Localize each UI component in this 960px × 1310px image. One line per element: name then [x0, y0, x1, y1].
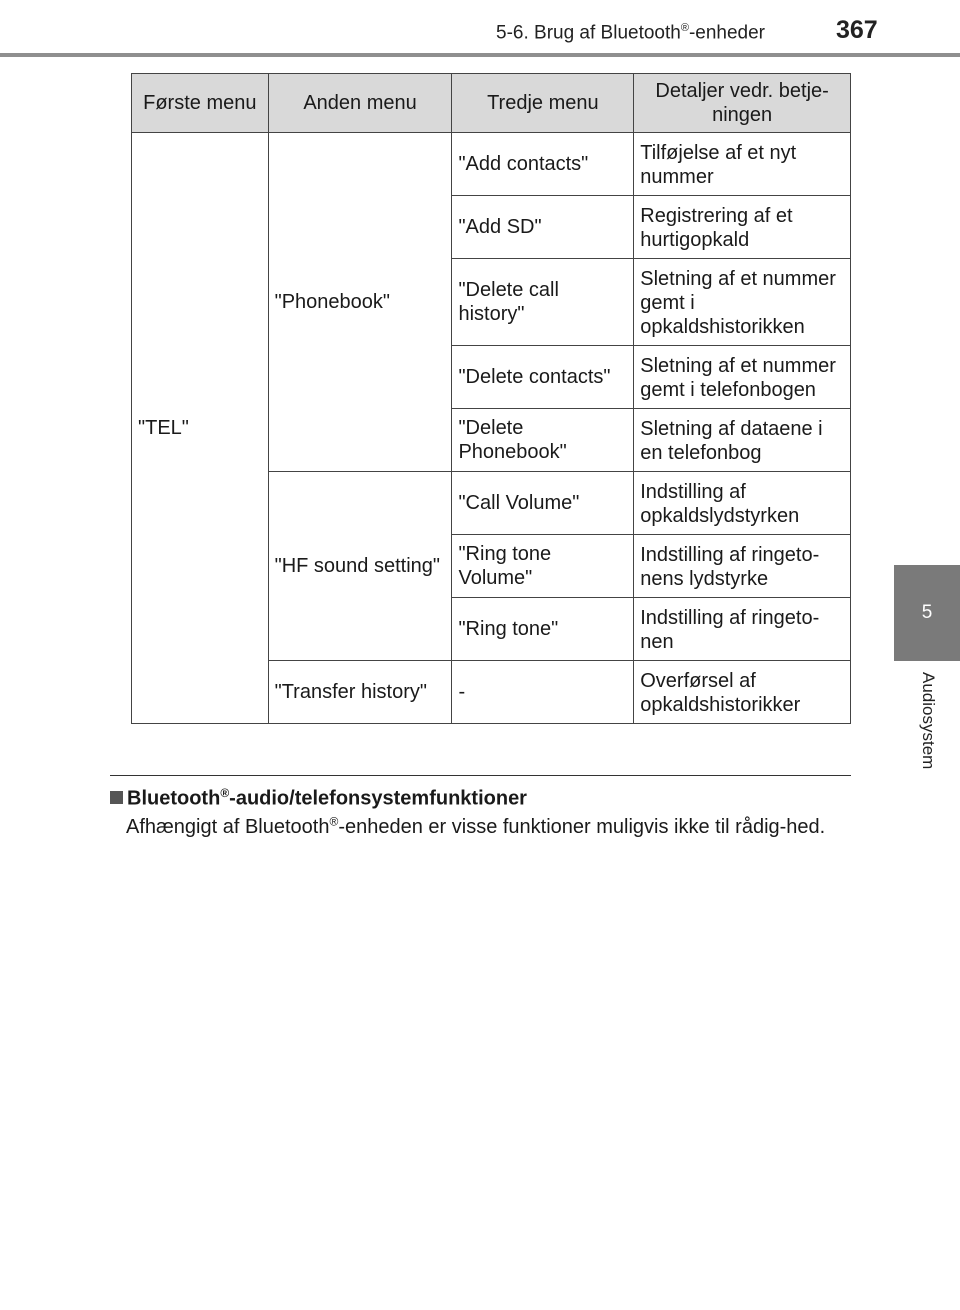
detail-cell: Tilføjelse af et nyt nummer [634, 133, 851, 196]
detail-cell: Indstilling af opkaldslydstyrken [634, 472, 851, 535]
registered-mark: ® [680, 22, 689, 34]
section-body [126, 815, 842, 840]
third-menu-cell: "Add contacts" [452, 133, 634, 196]
square-bullet-icon [110, 791, 123, 804]
registered-mark: ® [329, 814, 339, 829]
detail-cell: Overførsel af opkaldshistorikker [634, 661, 851, 724]
second-menu-cell: "Transfer history" [268, 661, 452, 724]
section-heading [110, 786, 527, 811]
section-body-suffix: -enheden er visse funktioner muligvis ikke til rådig-hed. [338, 816, 826, 838]
third-menu-cell: "Delete Phonebook" [452, 409, 634, 472]
header-third-menu: Tredje menu [452, 74, 634, 133]
table-header-row [132, 74, 851, 133]
detail-cell: Sletning af et nummer gemt i telefonbogen [634, 346, 851, 409]
third-menu-cell: "Delete contacts" [452, 346, 634, 409]
chapter-label: Audiosystem [919, 672, 938, 770]
third-menu-cell: "Call Volume" [452, 472, 634, 535]
third-menu-cell: "Add SD" [452, 196, 634, 259]
header-details: Detaljer vedr. betje-ningen [634, 74, 851, 133]
running-header [496, 22, 765, 44]
section-body-prefix: Afhængigt af Bluetooth [126, 816, 330, 838]
second-menu-cell: "Phonebook" [268, 133, 452, 472]
second-menu-cell: "HF sound setting" [268, 472, 452, 661]
section-heading-suffix: -audio/telefonsystemfunktioner [229, 787, 527, 810]
page-number: 367 [836, 16, 878, 44]
first-menu-cell: "TEL" [132, 133, 269, 724]
menu-table [131, 73, 851, 724]
section-heading-prefix: Bluetooth [127, 787, 221, 810]
detail-cell: Sletning af dataene i en telefonbog [634, 409, 851, 472]
detail-cell: Registrering af et hurtigopkald [634, 196, 851, 259]
header-rule [0, 53, 960, 57]
detail-cell: Sletning af et nummer gemt i opkaldshistorikken [634, 259, 851, 346]
table-row [132, 133, 851, 196]
header-title-suffix: -enheder [688, 22, 766, 44]
chapter-tab: 5 [894, 565, 960, 661]
third-menu-cell: "Delete call history" [452, 259, 634, 346]
header-second-menu: Anden menu [268, 74, 452, 133]
header-first-menu: Første menu [132, 74, 269, 133]
third-menu-cell: "Ring tone Volume" [452, 535, 634, 598]
registered-mark: ® [220, 786, 230, 800]
third-menu-cell: - [452, 661, 634, 724]
detail-cell: Indstilling af ringeto-nen [634, 598, 851, 661]
header-title-prefix: 5-6. Brug af Bluetooth [496, 22, 681, 44]
third-menu-cell: "Ring tone" [452, 598, 634, 661]
detail-cell: Indstilling af ringeto-nens lydstyrke [634, 535, 851, 598]
section-rule [110, 775, 851, 776]
